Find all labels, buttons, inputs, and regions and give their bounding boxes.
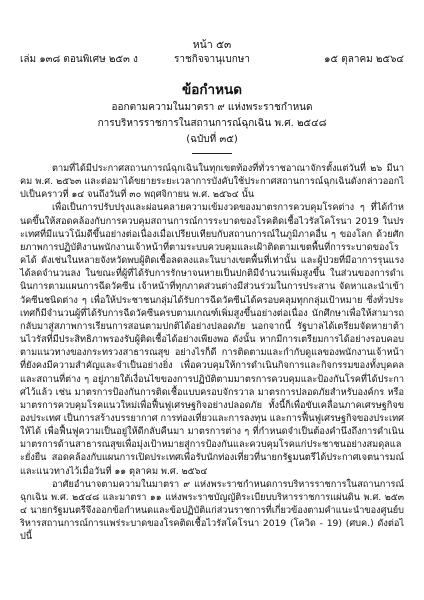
notice-title: ข้อกำหนด [182, 82, 242, 98]
page-number: หน้า ๕๓ [192, 39, 232, 51]
publication-date: ๑๕ ตุลาคม ๒๕๖๔ [324, 54, 404, 65]
notice-body [20, 162, 404, 544]
body-paragraph-2: เพื่อเป็นการปรับปรุงและผ่อนคลายความเข้มงวดของมาตรการควบคุมโรคต่าง ๆ ที่ได้กำหนดขึ้นให้สอดคล้องกับการควบคุมสถานการณ์การระบาดของโรคติดเชื้อไวรัสโคโรนา 2019 ในประเทศที่มีแนวโน้มดีขึ้นอย่างต่อเนื่องเมื่อเปรียบเทียบกับสถานการณ์ในภูมิภาคอื่น ๆ ของโลก ด้วยศักยภาพการปฏิบัติงานพนักงานเจ้าหน้าที่ตามระบบควบคุมและเฝ้าติดตามเขตพื้นที่การระบาดของโรคได้ ดังเช่นในหลายจังหวัดพบผู้ติดเชื้อลดลงและในบางเขตพื้นที่เท่านั้น และผู้ป่วยที่มีอาการรุนแรงได้ลดจำนวนลง ในขณะที่ผู้ที่ได้รับการรักษาจนหายเป็นปกติมีจำนวนเพิ่มสูงขึ้น ในส่วนของการดำเนินการตามแผนการฉีดวัคซีน เจ้าหน้าที่ทุกภาคส่วนต่างมีส่วนร่วมในการประสาน จัดหาและนำเข้าวัคซีนชนิดต่าง ๆ เพื่อให้ประชาชนกลุ่มได้รับการฉีดวัคซีนได้ครอบคลุมทุกกลุ่มเป้าหมาย ซึ่งทั่วประเทศก็มีจำนวนผู้ที่ได้รับการฉีดวัคซีนครบตามเกณฑ์เพิ่มสูงขึ้นอย่างต่อเนื่อง นักศึกษาเพื่อให้สามารถกลับมาสู่สภาพการเรียนการสอนตามปกติได้อย่างปลอดภัย นอกจากนี้ รัฐบาลได้เตรียมจัดหายาต้านไวรัสที่มีประสิทธิภาพรองรับผู้ติดเชื้อได้อย่างเพียงพอ ดังนั้น หากมีการเตรียมการได้อย่างรอบคอบตามแนวทางของกระทรวงสาธารณสุข อย่างไรก็ดี การติดตามและกำกับดูแลของพนักงานเจ้าหน้าที่ยังคงมีความสำคัญและจำเป็นอย่างยิ่ง เพื่อควบคุมให้การดำเนินกิจการและกิจกรรมของทั้งบุคคลและสถานที่ต่าง ๆ อยู่ภายใต้เงื่อนไขของการปฏิบัติตามมาตรการควบคุมและป้องกันโรคที่ได้ประกาศไว้แล้ว เช่น มาตรการป้องกันการติดเชื้อแบบครอบจักรวาล มาตรการปลอดภัยสำหรับองค์กร หรือมาตรการควบคุมโรคแนวใหม่เพื่อฟื้นฟูเศรษฐกิจอย่างปลอดภัย ทั้งนี้ก็เพื่อขับเคลื่อนภาคเศรษฐกิจของประเทศ เป็นการสร้างบรรยากาศ การท่องเที่ยวและการลงทุน และการฟื้นฟูเศรษฐกิจของประเทศให้ได้ เพื่อฟื้นฟูความเป็นอยู่ให้ดีกลับคืนมา มาตรการต่าง ๆ ที่กำหนดจำเป็นต้องคำนึงถึงการดำเนินมาตรการด้านสาธารณสุขเพื่อมุ่งเป้าหมายสู่การป้องกันและควบคุมโรคแก่ประชาชนอย่างสมดุลและยั่งยืน สอดคล้องกับแผนการเปิดประเทศเพื่อรับนักท่องเที่ยวที่นายกรัฐมนตรีได้ประกาศเจตนารมณ์และแนวทางไว้เมื่อวันที่ ๑๑ ตุลาคม พ.ศ. ๒๕๖๔ [20, 202, 404, 477]
notice-subtitle-number: (ฉบับที่ ๓๕) [186, 134, 238, 145]
title-divider [192, 153, 232, 154]
volume-issue: เล่ม ๑๓๘ ตอนพิเศษ ๒๕๓ ง [20, 54, 138, 65]
notice-subtitle-act: การบริหารราชการในสถานการณ์ฉุกเฉิน พ.ศ. ๒๕๔๘ [97, 118, 327, 129]
body-paragraph-1: ตามที่ได้มีประกาศสถานการณ์ฉุกเฉินในทุกเขตท้องที่ทั่วราชอาณาจักรตั้งแต่วันที่ ๒๖ มีนาคม พ.ศ. ๒๕๖๓ และต่อมาได้ขยายระยะเวลาการบังคับใช้ประกาศสถานการณ์ฉุกเฉินดังกล่าวออกไปเป็นคราวที่ ๑๔ จนถึงวันที่ ๓๐ พฤศจิกายน พ.ศ. ๒๕๖๔ นั้น [20, 163, 404, 201]
publication-name: ราชกิจจานุเบกษา [173, 54, 251, 65]
notice-subtitle-authority: ออกตามความในมาตรา ๙ แห่งพระราชกำหนด [111, 102, 313, 113]
body-paragraph-3: อาศัยอำนาจตามความในมาตรา ๙ แห่งพระราชกำหนดการบริหารราชการในสถานการณ์ฉุกเฉิน พ.ศ. ๒๕๔๘ และมาตรา ๑๑ แห่งพระราชบัญญัติระเบียบบริหารราชการแผ่นดิน พ.ศ. ๒๕๓๔ นายกรัฐมนตรีจึงออกข้อกำหนดและข้อปฏิบัติแก่ส่วนราชการที่เกี่ยวข้องตามคำแนะนำของศูนย์บริหารสถานการณ์การแพร่ระบาดของโรคติดเชื้อไวรัสโคโรนา 2019 (โควิด - 19) (ศบค.) ดังต่อไปนี้ [20, 478, 404, 543]
